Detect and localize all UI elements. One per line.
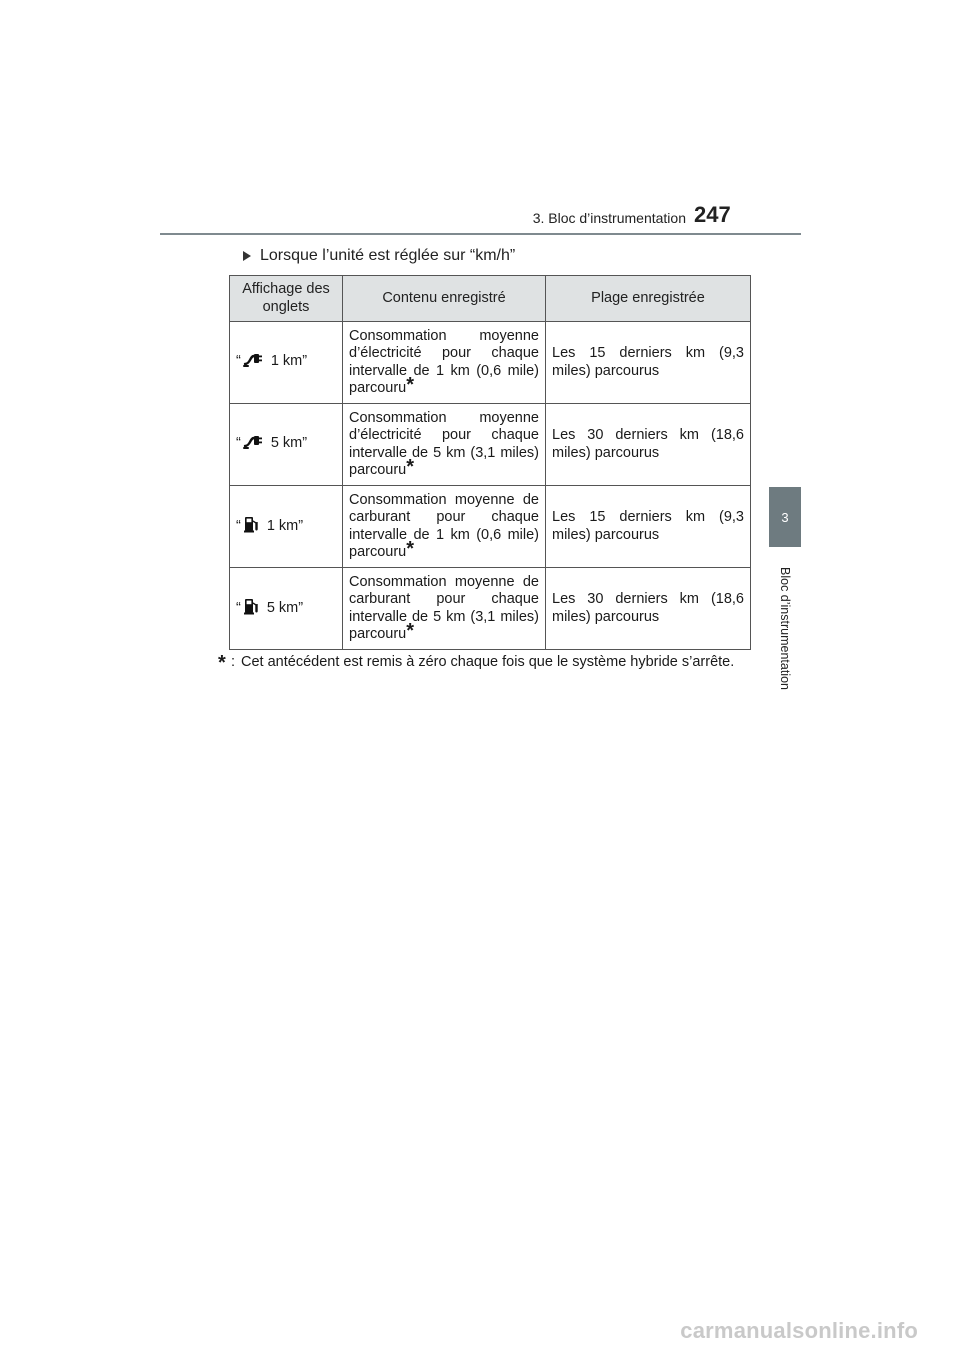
content-cell: Consommation moyenne de carburant pour chaque intervalle de 5 km (3,1 miles) parcouru* — [343, 568, 546, 650]
watermark-text: carmanualsonline.info — [680, 1318, 918, 1343]
fuel-pump-icon — [243, 597, 259, 621]
ev-plug-icon — [243, 434, 263, 456]
header-recorded-range: Plage enregistrée — [546, 276, 751, 322]
page-number: 247 — [694, 202, 731, 227]
tab-value: 1 km” — [266, 517, 304, 534]
table-header-row — [230, 276, 751, 322]
table-row — [230, 322, 751, 404]
quote-mark: “ — [236, 517, 241, 534]
chapter-number: 3 — [781, 509, 789, 525]
tab-display-cell — [230, 486, 343, 568]
header-recorded-content: Contenu enregistré — [343, 276, 546, 322]
tab-display-cell — [230, 404, 343, 486]
table-row — [230, 404, 751, 486]
ev-plug-icon — [243, 352, 263, 374]
triangle-bullet-icon — [243, 251, 251, 261]
records-table — [229, 275, 751, 650]
table-row — [230, 568, 751, 650]
quote-mark: “ — [236, 352, 241, 369]
content-cell: Consommation moyenne d’électricité pour chaque intervalle de 1 km (0,6 mile) parcouru* — [343, 322, 546, 404]
range-cell: Les 15 derniers km (9,3 miles) parcourus — [546, 322, 751, 404]
tab-value: 5 km” — [266, 599, 304, 616]
asterisk-mark: * — [406, 620, 415, 642]
range-cell: Les 30 derniers km (18,6 miles) parcourus — [546, 568, 751, 650]
footnote-text: Cet antécédent est remis à zéro chaque fois que le système hybride s’arrête. — [241, 654, 735, 670]
section-title: 3. Bloc d’instrumentation — [532, 210, 686, 226]
chapter-tab — [769, 487, 801, 547]
tab-display-cell — [230, 322, 343, 404]
asterisk-mark: * — [406, 456, 415, 478]
range-cell: Les 30 derniers km (18,6 miles) parcourus — [546, 404, 751, 486]
content-cell: Consommation moyenne de carburant pour chaque intervalle de 1 km (0,6 mile) parcouru* — [343, 486, 546, 568]
footnote — [218, 652, 744, 674]
asterisk-mark: * — [406, 374, 415, 396]
quote-mark: “ — [236, 599, 241, 616]
fuel-pump-icon — [243, 515, 259, 539]
asterisk-mark: * — [406, 538, 415, 560]
content-cell: Consommation moyenne d’électricité pour chaque intervalle de 5 km (3,1 miles) parcouru* — [343, 404, 546, 486]
subtitle-text: Lorsque l’unité est réglée sur “km/h” — [260, 247, 516, 264]
subtitle — [243, 246, 515, 266]
chapter-label: Bloc d’instrumentation — [778, 566, 792, 690]
table-row — [230, 486, 751, 568]
range-cell: Les 15 derniers km (9,3 miles) parcourus — [546, 486, 751, 568]
tab-value: 5 km” — [270, 434, 308, 451]
tab-value: 1 km” — [270, 352, 308, 369]
header-divider — [160, 233, 801, 235]
chapter-label-container — [769, 553, 801, 703]
tab-display-cell — [230, 568, 343, 650]
footnote-asterisk: * — [218, 652, 226, 674]
header-tab-display: Affichage des onglets — [230, 276, 343, 322]
footnote-separator: : — [231, 654, 236, 670]
quote-mark: “ — [236, 434, 241, 451]
